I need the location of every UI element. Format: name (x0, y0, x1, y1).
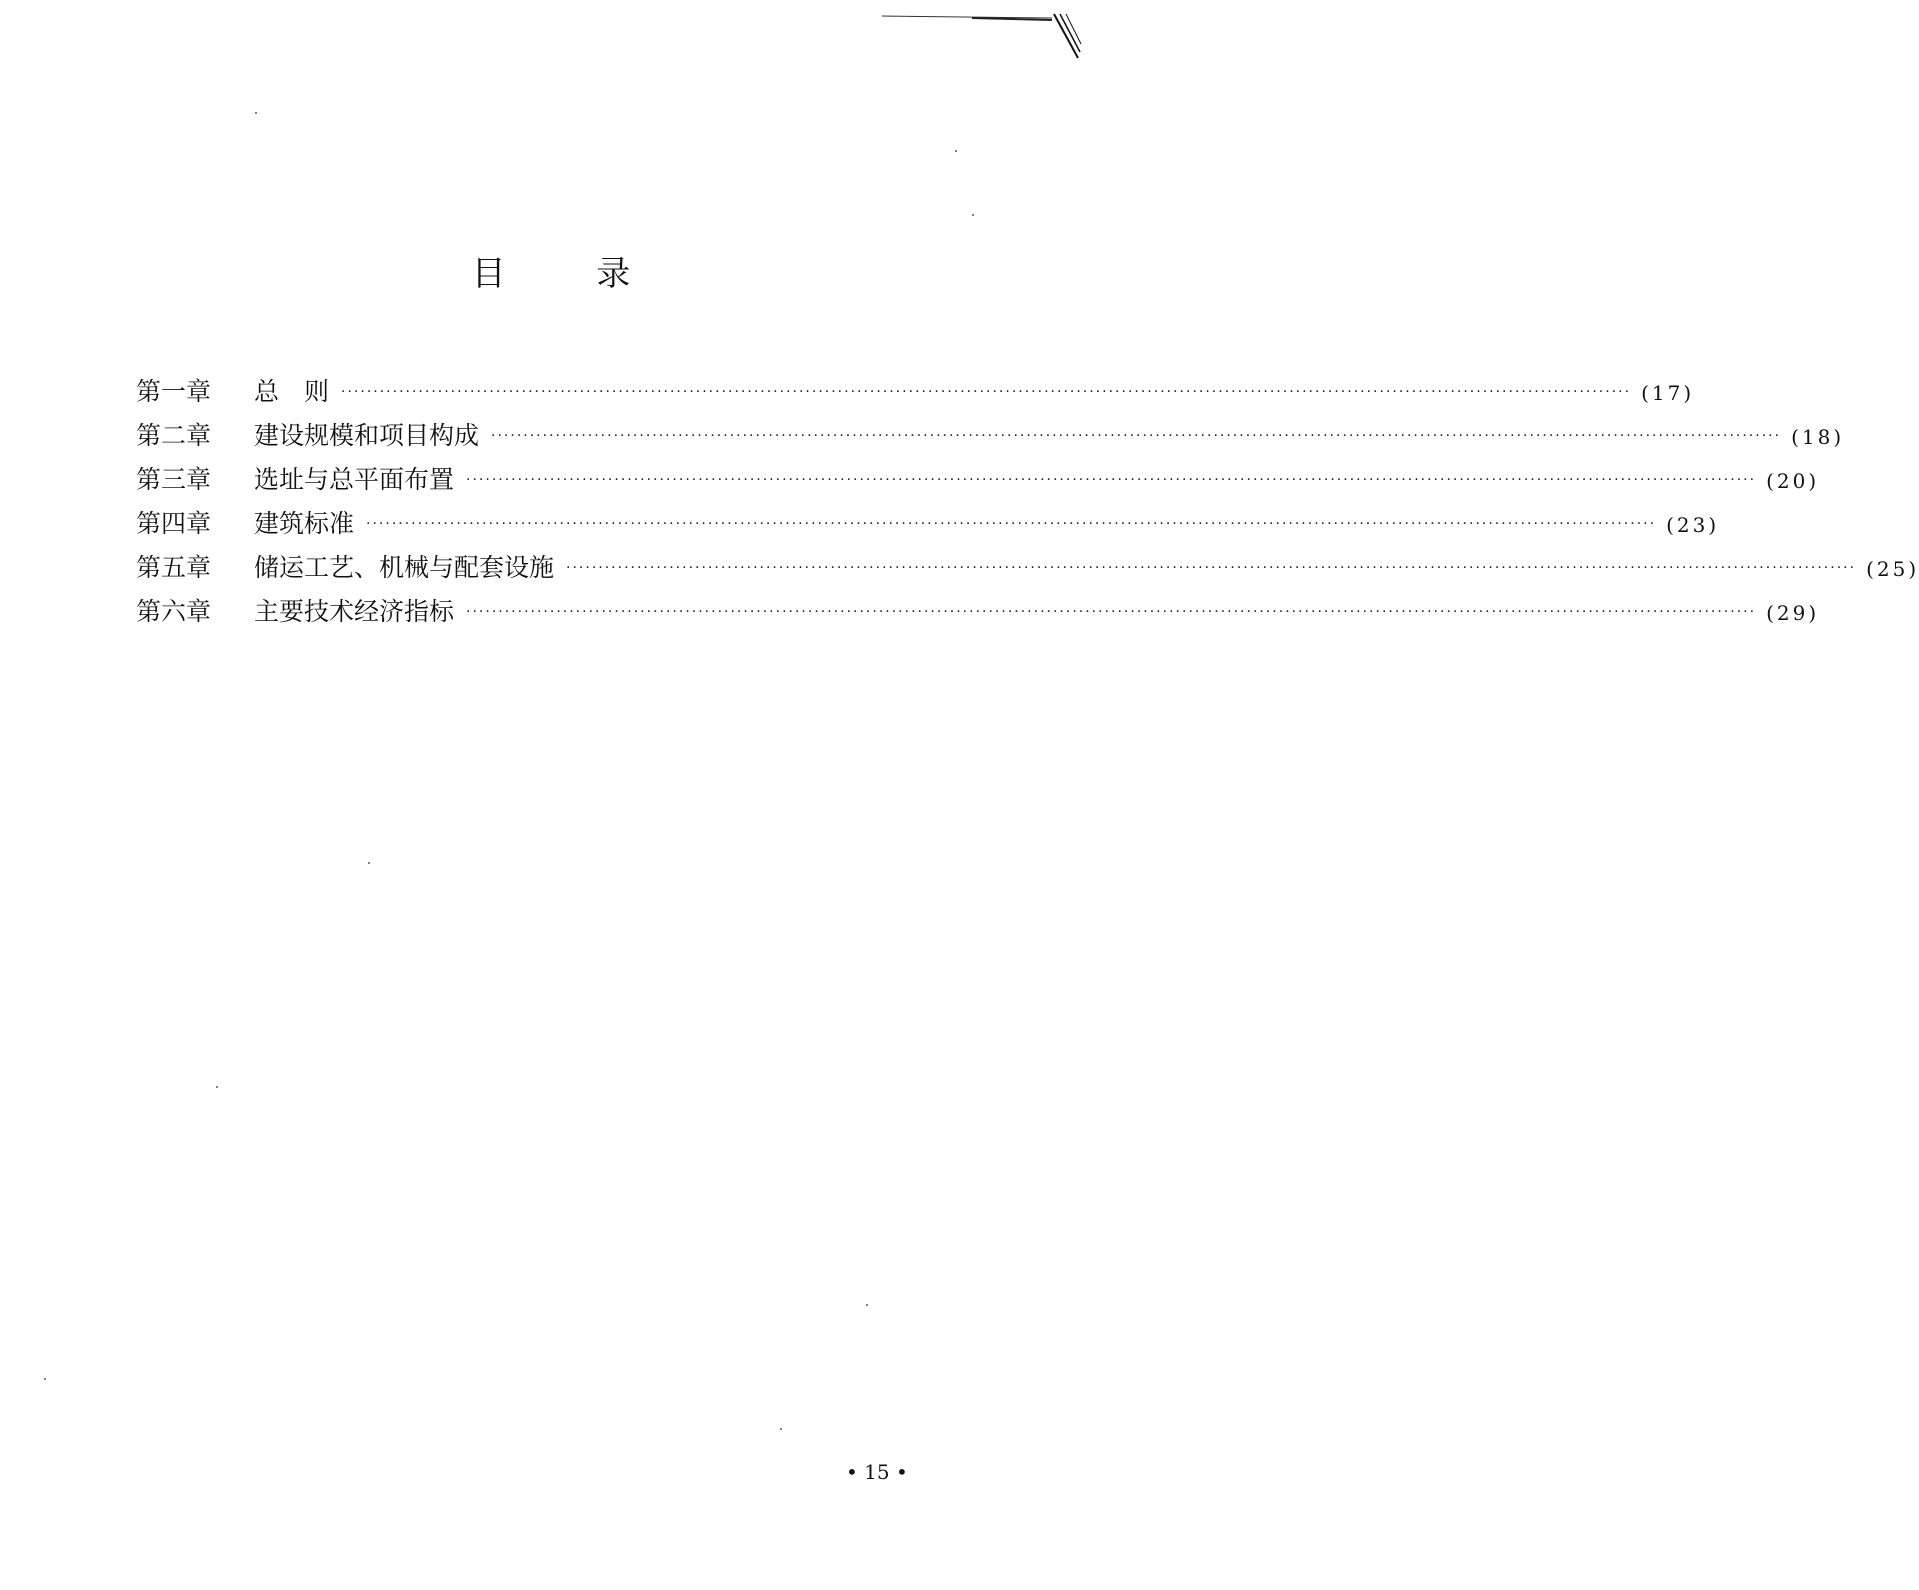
table-of-contents (136, 372, 1919, 636)
toc-row[interactable] (136, 460, 1820, 504)
page-title-char-2: 录 (596, 254, 631, 294)
page-number: 15 (864, 1460, 890, 1484)
bullet-icon: • (895, 1460, 908, 1484)
toc-dot-leader: ········································································································································································································ (466, 472, 1757, 488)
toc-chapter: 第二章 (136, 421, 212, 450)
toc-dot-leader: ········································································································································································································ (341, 384, 1632, 400)
toc-chapter: 第四章 (136, 509, 212, 538)
toc-chapter: 第五章 (136, 553, 212, 582)
toc-row[interactable] (136, 372, 1695, 416)
scan-artifact-corner (882, 8, 1082, 68)
toc-page-number: (29) (1766, 601, 1820, 625)
toc-row[interactable] (136, 416, 1845, 460)
toc-page-number: (23) (1666, 513, 1720, 537)
toc-dot-leader: ········································································································································································································ (466, 604, 1757, 620)
page-footer (846, 1460, 908, 1484)
scan-speck (255, 112, 257, 114)
toc-page-number: (17) (1641, 381, 1695, 405)
page-title (0, 246, 1102, 295)
bullet-icon: • (846, 1460, 858, 1484)
toc-dot-leader: ········································································································································································································ (566, 560, 1857, 576)
toc-page-number: (18) (1791, 425, 1845, 449)
toc-row[interactable] (136, 548, 1919, 592)
toc-row[interactable] (136, 504, 1720, 548)
toc-title: 储运工艺、机械与配套设施 (254, 553, 555, 582)
toc-title: 主要技术经济指标 (254, 597, 455, 626)
toc-title: 总 则 (254, 377, 330, 406)
toc-chapter: 第三章 (136, 465, 212, 494)
toc-chapter: 第一章 (136, 377, 212, 406)
toc-chapter: 第六章 (136, 597, 212, 626)
toc-page-number: (20) (1766, 469, 1820, 493)
toc-row[interactable] (136, 592, 1820, 636)
page-title-char-1: 目 (471, 254, 506, 294)
toc-title: 选址与总平面布置 (254, 465, 455, 494)
scan-speck (972, 214, 974, 216)
scan-speck (780, 1428, 782, 1430)
toc-dot-leader: ········································································································································································································ (491, 428, 1782, 444)
scan-speck (955, 150, 957, 152)
toc-dot-leader: ········································································································································································································ (366, 516, 1657, 532)
scan-speck (44, 1378, 46, 1380)
toc-title: 建筑标准 (254, 509, 355, 538)
scan-speck (866, 1304, 868, 1306)
toc-title: 建设规模和项目构成 (254, 421, 480, 450)
scan-speck (368, 862, 370, 864)
scan-speck (216, 1086, 218, 1088)
toc-page-number: (25) (1866, 557, 1919, 581)
